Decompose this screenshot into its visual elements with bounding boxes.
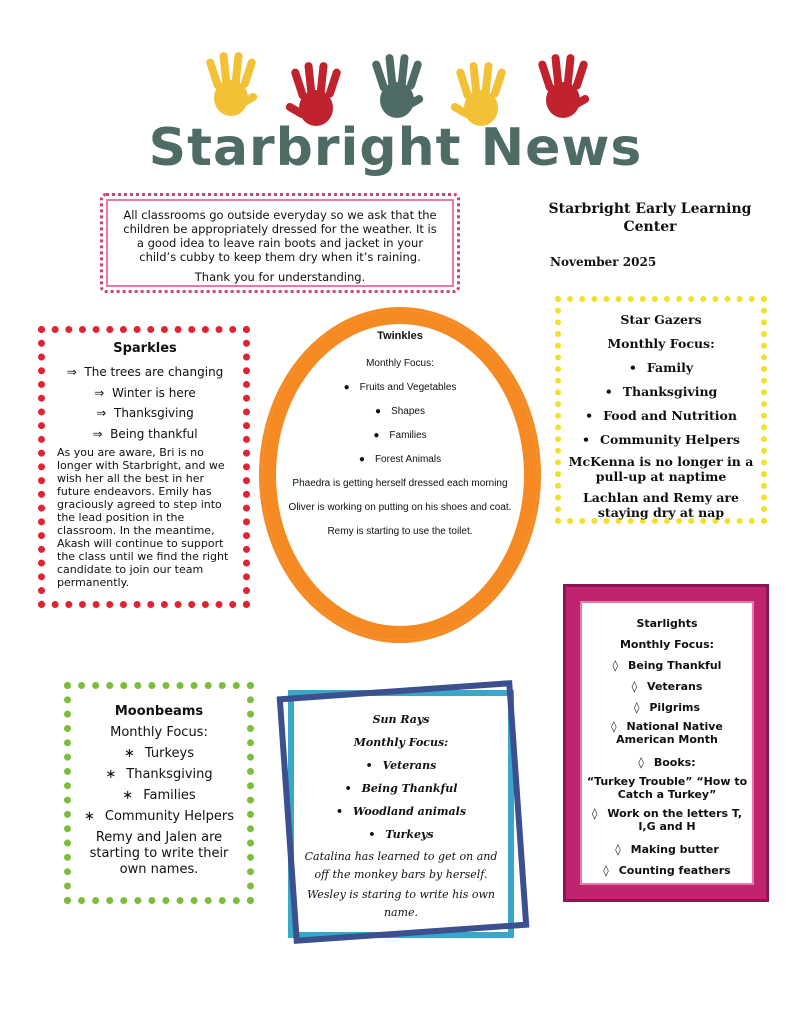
arrow-icon: ⇒ [94,385,105,400]
twinkles-title: Twinkles [377,330,423,342]
note: Lachlan and Remy are staying dry at nap [583,490,739,520]
focus-label: Monthly Focus: [607,336,715,351]
list-item: • Community Helpers [582,432,740,447]
book-titles: “Turkey Trouble” “How to Catch a Turkey” [586,775,748,801]
sparkles-note: As you are aware, Bri is no longer with Starbright, and we wish her all the best in her future endeavors. Emily has graciously agreed to step into the lead position in the classroom. In the meantime, Akash will continue to support the class until we find the right candidate to join our team permanently. [57,446,229,589]
list-item: • Veterans [365,759,437,772]
note: Catalina has learned to get on and off the monkey bars by herself. [304,850,498,881]
list-item: ◊ Veterans [631,680,703,693]
list-item: • Turkeys [368,828,434,841]
starlights-section [582,603,752,883]
hand-print-icon [530,52,596,124]
hand-print-icon [198,50,264,122]
note: McKenna is no longer in a pull-up at naptime [568,454,754,484]
arrow-icon: ⇒ [66,365,77,379]
list-item: • Family [628,360,694,375]
list-item: ⇒ Winter is here [94,385,196,400]
list-item: ● Forest Animals [358,454,442,465]
list-item: ◊ Being Thankful [612,659,722,672]
note: Wesley is staring to write his own name. [306,888,495,919]
list-item: ◊ Work on the letters T, I,G and H [591,807,743,833]
issue-date: November 2025 [550,255,657,269]
list-item: ◊ Counting feathers [603,864,731,877]
list-item: ∗ Thanksgiving [105,767,213,782]
list-item: ◊ Pilgrims [633,701,701,714]
list-item: ● Families [373,430,427,441]
hand-print-icon [364,52,430,124]
list-item: ● Fruits and Vegetables [343,382,457,393]
list-item: ◊ Books: [638,756,696,769]
list-item: ∗ Turkeys [124,746,194,761]
list-item: ⇒ The trees are changing [66,365,224,379]
center-name: Starbright Early Learning Center [548,201,752,235]
stargazers-section [555,296,767,524]
twinkles-section [288,330,512,544]
note: Oliver is working on putting on his shoes and coat. [288,502,512,513]
focus-label: Monthly Focus: [110,725,208,740]
notice-thanks: Thank you for understanding. [194,270,366,284]
list-item: ◊ Making butter [615,843,719,856]
list-item: • Woodland animals [335,805,467,818]
list-item: • Being Thankful [344,782,458,795]
sunrays-title: Sun Rays [372,713,430,726]
focus-label: Monthly Focus: [353,736,449,749]
moonbeams-title: Moonbeams [114,704,204,719]
list-item: ⇒ Being thankful [92,426,198,441]
list-item: • Thanksgiving [604,384,718,399]
list-item: ● Shapes [375,406,425,417]
list-item: • Food and Nutrition [585,408,737,423]
arrow-icon: ⇒ [96,406,107,420]
notice-text: All classrooms go outside everyday so we ask that the children be appropriately dressed for the weather. It is a good idea to leave rain boots and jacket in your child’s cubby to keep them dry when it’s raining. [123,208,437,264]
newsletter-title: Starbright News [148,118,643,178]
list-item: ∗ Families [122,788,196,803]
focus-label: Monthly Focus: [619,638,715,651]
weather-notice [100,193,460,293]
stargazers-title: Star Gazers [620,312,702,327]
moonbeams-section [64,682,254,904]
note: Remy is starting to use the toilet. [327,526,473,537]
list-item: ∗ Community Helpers [83,809,235,824]
sunrays-section [296,708,506,922]
focus-label: Monthly Focus: [366,358,434,369]
sparkles-title: Sparkles [113,341,177,356]
arrow-icon: ⇒ [92,426,103,441]
note: Remy and Jalen are starting to write their own names. [89,830,229,877]
list-item: ◊ National Native American Month [611,720,723,746]
note: Phaedra is getting herself dressed each morning [292,478,508,489]
list-item: ⇒ Thanksgiving [96,406,194,420]
sparkles-section [38,326,250,608]
starlights-title: Starlights [636,617,698,630]
